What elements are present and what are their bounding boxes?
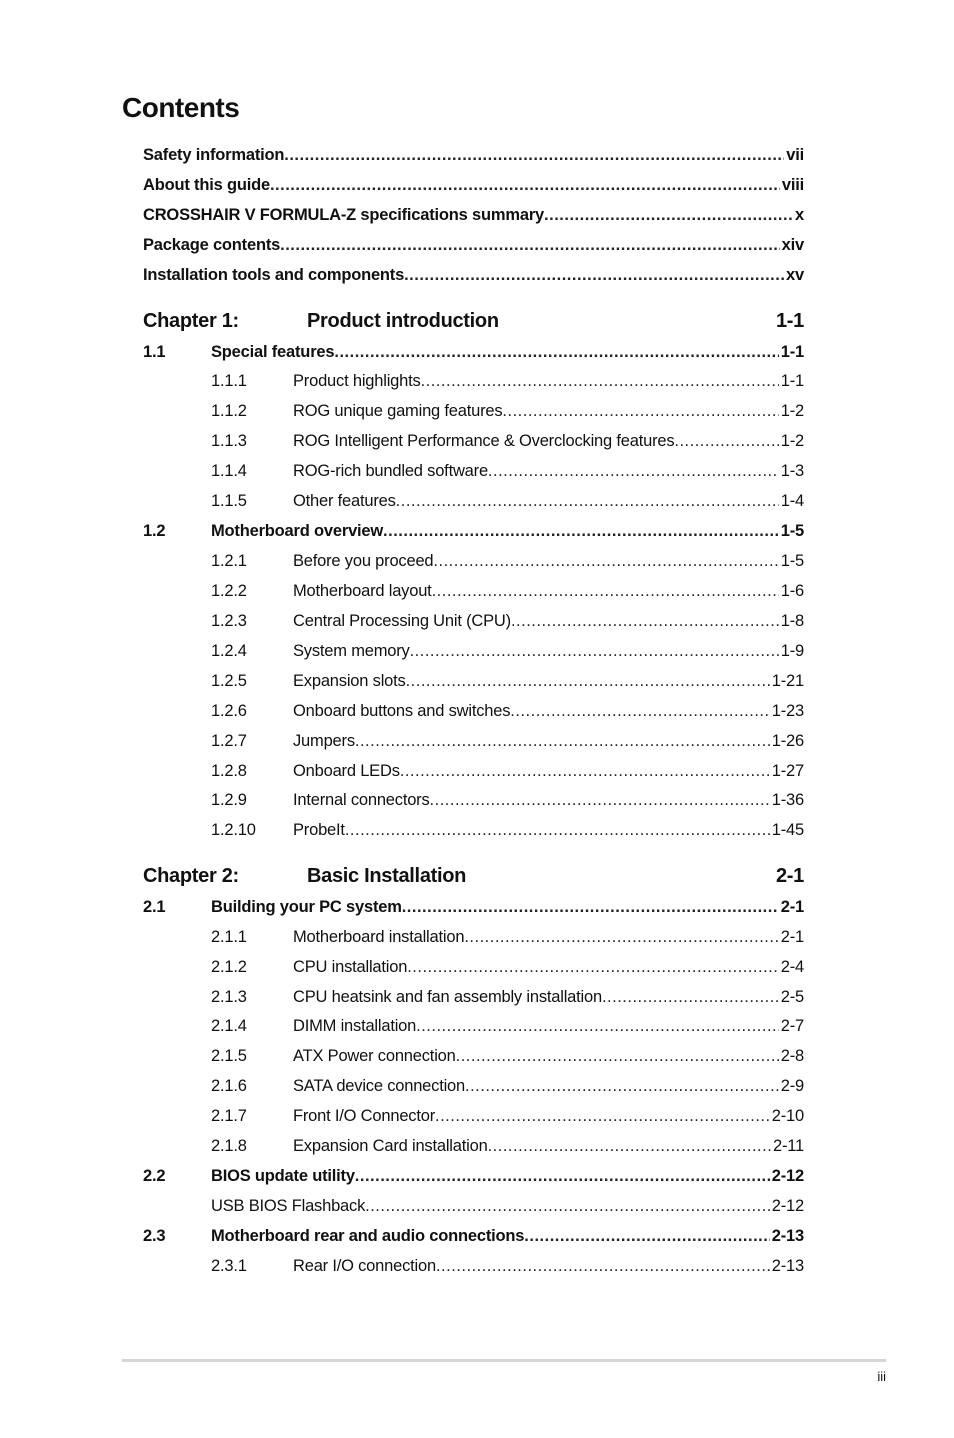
toc-subsection[interactable]: [211, 642, 804, 661]
subsection-number: 1.2.8: [211, 762, 247, 780]
subsection-number: 1.1.2: [211, 402, 247, 420]
subsection-page: 1-2: [780, 432, 804, 450]
subsection-page: 1-36: [771, 791, 804, 809]
toc-section-2-3[interactable]: [143, 1227, 804, 1246]
subsection-number: 1.1.5: [211, 492, 247, 510]
dot-leader: [406, 672, 770, 691]
section-number: 1.2: [143, 522, 166, 540]
subsection-number: 2.1.2: [211, 958, 247, 976]
section-page: 1-1: [780, 343, 804, 361]
subsection-label: Expansion Card installation: [293, 1137, 488, 1155]
dot-leader: [404, 266, 784, 285]
toc-subsection[interactable]: [211, 462, 804, 481]
toc-entry-page: xiv: [781, 236, 804, 254]
dot-leader: [410, 642, 779, 661]
toc-entry-specifications-summary[interactable]: [143, 206, 804, 225]
section-label: Motherboard rear and audio connections: [211, 1227, 525, 1245]
page-number: iii: [877, 1369, 886, 1384]
subsection-page: 2-5: [780, 988, 804, 1006]
toc-subsection[interactable]: [211, 1107, 804, 1126]
section-label: Special features: [211, 343, 335, 361]
dot-leader: [365, 1197, 770, 1216]
dot-leader: [544, 206, 793, 225]
dot-leader: [416, 1017, 779, 1036]
dot-leader: [345, 821, 770, 840]
dot-leader: [432, 582, 779, 601]
toc-entry-page: xv: [786, 266, 804, 284]
toc-subsection[interactable]: [211, 1257, 804, 1276]
subsection-number: 1.2.3: [211, 612, 247, 630]
section-page: 2-1: [780, 898, 804, 916]
dot-leader: [602, 988, 779, 1007]
dot-leader: [396, 492, 779, 511]
dot-leader: [433, 552, 778, 571]
subsection-label: USB BIOS Flashback: [211, 1197, 366, 1215]
subsection-label: Motherboard installation: [293, 928, 465, 946]
section-number: 1.1: [143, 343, 166, 361]
dot-leader: [524, 1227, 769, 1246]
dot-leader: [400, 762, 770, 781]
subsection-number: 2.1.3: [211, 988, 247, 1006]
subsection-label: Front I/O Connector: [293, 1107, 436, 1125]
subsection-page: 1-5: [780, 552, 804, 570]
section-page: 2-13: [771, 1227, 804, 1245]
subsection-label: DIMM installation: [293, 1017, 417, 1035]
toc-subsection[interactable]: [211, 762, 804, 781]
subsection-label: Onboard buttons and switches: [293, 702, 511, 720]
dot-leader: [407, 958, 779, 977]
subsection-page: 2-10: [771, 1107, 804, 1125]
toc-subsection[interactable]: [211, 492, 804, 511]
subsection-label: ROG unique gaming features: [293, 402, 503, 420]
subsection-label: Internal connectors: [293, 791, 430, 809]
subsection-page: 2-13: [771, 1257, 804, 1275]
subsection-page: 2-12: [771, 1197, 804, 1215]
subsection-label: ATX Power connection: [293, 1047, 456, 1065]
section-number: 2.2: [143, 1167, 166, 1185]
toc-entry-page: x: [795, 206, 804, 224]
subsection-number: 1.1.4: [211, 462, 247, 480]
dot-leader: [334, 343, 778, 362]
subsection-number: 2.1.8: [211, 1137, 247, 1155]
subsection-label: System memory: [293, 642, 410, 660]
toc-entry-safety-information[interactable]: [143, 146, 804, 165]
subsection-page: 2-4: [780, 958, 804, 976]
subsection-number: 1.2.1: [211, 552, 247, 570]
toc-subsection[interactable]: [211, 672, 804, 691]
subsection-page: 1-8: [780, 612, 804, 630]
toc-subsection[interactable]: [211, 928, 804, 947]
toc-subsection[interactable]: [211, 432, 804, 451]
toc-subsection[interactable]: [211, 1197, 804, 1216]
toc-section-2-2[interactable]: [143, 1167, 804, 1186]
subsection-page: 1-4: [780, 492, 804, 510]
section-number: 2.1: [143, 898, 166, 916]
subsection-number: 1.2.5: [211, 672, 247, 690]
chapter-1-heading[interactable]: [143, 310, 804, 333]
dot-leader: [435, 1107, 770, 1126]
subsection-label: Expansion slots: [293, 672, 406, 690]
toc-entry-page: vii: [786, 146, 804, 164]
subsection-page: 1-23: [771, 702, 804, 720]
dot-leader: [355, 732, 770, 751]
subsection-label: Other features: [293, 492, 396, 510]
subsection-label: Onboard LEDs: [293, 762, 400, 780]
section-label: Building your PC system: [211, 898, 402, 916]
toc-subsection[interactable]: [211, 1077, 804, 1096]
subsection-label: CPU installation: [293, 958, 408, 976]
subsection-label: ROG Intelligent Performance & Overclocking features: [293, 432, 675, 450]
subsection-label: Jumpers: [293, 732, 355, 750]
toc-subsection[interactable]: [211, 552, 804, 571]
toc-entry-about-this-guide[interactable]: [143, 176, 804, 195]
toc-subsection[interactable]: [211, 582, 804, 601]
subsection-number: 1.2.2: [211, 582, 247, 600]
toc-section-1-2[interactable]: [143, 522, 804, 541]
toc-subsection[interactable]: [211, 791, 804, 810]
section-number: 2.3: [143, 1227, 166, 1245]
subsection-page: 2-8: [780, 1047, 804, 1065]
subsection-page: 2-11: [773, 1137, 804, 1155]
chapter-label: Chapter 2:: [143, 865, 239, 887]
chapter-2-heading[interactable]: [143, 865, 804, 888]
subsection-number: 1.2.9: [211, 791, 247, 809]
toc-subsection[interactable]: [211, 372, 804, 391]
subsection-number: 1.2.6: [211, 702, 247, 720]
dot-leader: [465, 1077, 779, 1096]
toc-entry-label: Safety information: [143, 146, 285, 164]
toc-subsection[interactable]: [211, 1017, 804, 1036]
toc-subsection[interactable]: [211, 612, 804, 631]
dot-leader: [510, 702, 769, 721]
dot-leader: [430, 791, 770, 810]
toc-subsection[interactable]: [211, 732, 804, 751]
subsection-label: Rear I/O connection: [293, 1257, 436, 1275]
footer-divider: [122, 1359, 886, 1362]
subsection-label: Before you proceed: [293, 552, 434, 570]
subsection-label: Central Processing Unit (CPU): [293, 612, 511, 630]
section-label: Motherboard overview: [211, 522, 384, 540]
dot-leader: [464, 928, 778, 947]
subsection-number: 1.1.1: [211, 372, 247, 390]
dot-leader: [270, 176, 780, 195]
toc-subsection[interactable]: [211, 988, 804, 1007]
toc-section-1-1[interactable]: [143, 343, 804, 362]
toc-section-2-1[interactable]: [143, 898, 804, 917]
subsection-number: 2.3.1: [211, 1257, 247, 1275]
toc-entry-label: Package contents: [143, 236, 281, 254]
toc-entry-page: viii: [781, 176, 804, 194]
toc-subsection[interactable]: [211, 1137, 804, 1156]
chapter-page: 2-1: [775, 865, 804, 887]
subsection-label: ProbeIt: [293, 821, 345, 839]
dot-leader: [436, 1257, 770, 1276]
subsection-page: 1-1: [780, 372, 804, 390]
subsection-page: 1-26: [771, 732, 804, 750]
toc-entry-label: Installation tools and components: [143, 266, 405, 284]
subsection-label: CPU heatsink and fan assembly installation: [293, 988, 602, 1006]
subsection-page: 2-9: [780, 1077, 804, 1095]
dot-leader: [488, 1137, 771, 1156]
dot-leader: [456, 1047, 779, 1066]
subsection-number: 2.1.4: [211, 1017, 247, 1035]
dot-leader: [383, 522, 779, 541]
dot-leader: [355, 1167, 770, 1186]
toc-entry-package-contents[interactable]: [143, 236, 804, 255]
page-title: Contents: [122, 92, 240, 123]
subsection-page: 1-45: [771, 821, 804, 839]
dot-leader: [402, 898, 779, 917]
subsection-page: 1-21: [771, 672, 804, 690]
subsection-page: 1-9: [780, 642, 804, 660]
subsection-page: 1-2: [780, 402, 804, 420]
subsection-page: 2-7: [780, 1017, 804, 1035]
dot-leader: [284, 146, 784, 165]
subsection-page: 1-3: [780, 462, 804, 480]
dot-leader: [511, 612, 779, 631]
subsection-number: 2.1.5: [211, 1047, 247, 1065]
subsection-label: Product highlights: [293, 372, 421, 390]
chapter-title: Basic Installation: [307, 865, 467, 887]
dot-leader: [502, 402, 778, 421]
subsection-label: ROG-rich bundled software: [293, 462, 488, 480]
chapter-label: Chapter 1:: [143, 310, 239, 332]
toc-subsection[interactable]: [211, 958, 804, 977]
section-page: 1-5: [780, 522, 804, 540]
chapter-page: 1-1: [775, 310, 804, 332]
subsection-page: 2-1: [780, 928, 804, 946]
subsection-number: 2.1.6: [211, 1077, 247, 1095]
toc-subsection[interactable]: [211, 402, 804, 421]
subsection-number: 1.1.3: [211, 432, 247, 450]
toc-subsection[interactable]: [211, 821, 804, 840]
subsection-number: 1.2.4: [211, 642, 247, 660]
toc-entry-label: About this guide: [143, 176, 270, 194]
subsection-page: 1-27: [771, 762, 804, 780]
subsection-number: 2.1.1: [211, 928, 247, 946]
dot-leader: [488, 462, 779, 481]
subsection-label: Motherboard layout: [293, 582, 432, 600]
chapter-title: Product introduction: [307, 310, 499, 332]
dot-leader: [280, 236, 780, 255]
toc-entry-installation-tools[interactable]: [143, 266, 804, 285]
toc-subsection[interactable]: [211, 1047, 804, 1066]
subsection-number: 1.2.7: [211, 732, 247, 750]
toc-entry-label: CROSSHAIR V FORMULA-Z specifications summary: [143, 206, 545, 224]
subsection-number: 1.2.10: [211, 821, 256, 839]
dot-leader: [674, 432, 778, 451]
toc-subsection[interactable]: [211, 702, 804, 721]
subsection-number: 2.1.7: [211, 1107, 247, 1125]
section-label: BIOS update utility: [211, 1167, 355, 1185]
section-page: 2-12: [771, 1167, 804, 1185]
subsection-page: 1-6: [780, 582, 804, 600]
dot-leader: [421, 372, 779, 391]
subsection-label: SATA device connection: [293, 1077, 466, 1095]
